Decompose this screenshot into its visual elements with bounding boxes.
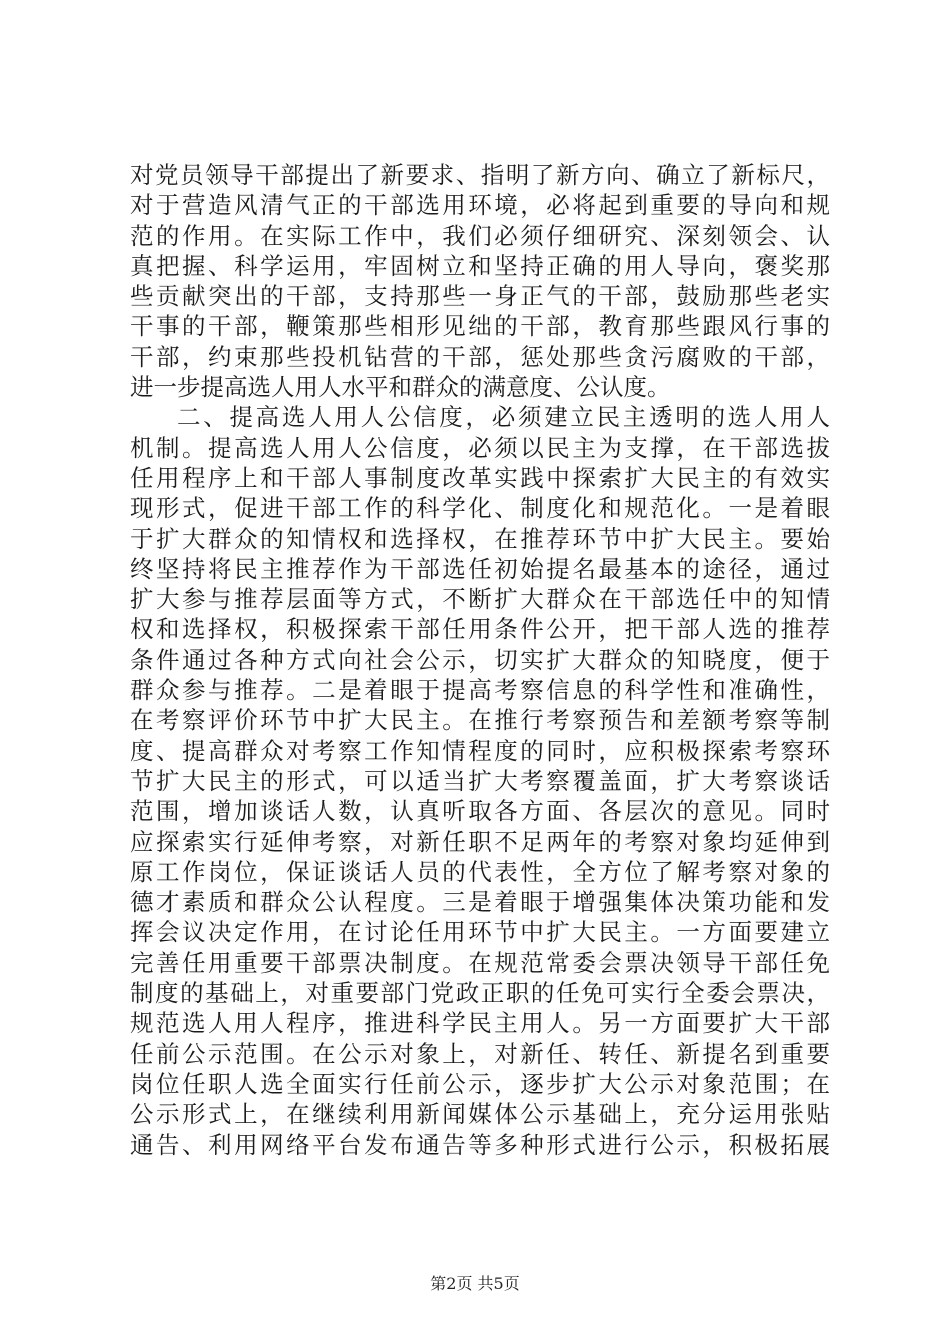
text-line: 通告、利用网络平台发布通告等多种形式进行公示，积极拓展 <box>130 1130 830 1159</box>
text-line: 些贡献突出的干部，支持那些一身正气的干部，鼓励那些老实 <box>130 282 830 311</box>
text-line: 进一步提高选人用人水平和群众的满意度、公认度。 <box>130 373 671 402</box>
text-line: 在考察评价环节中扩大民主。在推行考察预告和差额考察等制 <box>130 706 830 735</box>
text-line: 任前公示范围。在公示对象上，对新任、转任、新提名到重要 <box>130 1039 830 1068</box>
text-line: 真把握、科学运用，牢固树立和坚持正确的用人导向，褒奖那 <box>130 251 830 280</box>
text-line: 现形式，促进干部工作的科学化、制度化和规范化。一是着眼 <box>130 494 830 523</box>
text-line: 群众参与推荐。二是着眼于提高考察信息的科学性和准确性， <box>130 676 830 705</box>
text-line: 挥会议决定作用，在讨论任用环节中扩大民主。一方面要建立 <box>130 918 830 947</box>
text-line: 制度的基础上，对重要部门党政正职的任免可实行全委会票决， <box>130 979 830 1008</box>
text-line: 节扩大民主的形式，可以适当扩大考察覆盖面，扩大考察谈话 <box>130 766 830 795</box>
body-text <box>130 160 830 1160</box>
text-line: 二、提高选人用人公信度，必须建立民主透明的选人用人 <box>177 403 830 432</box>
text-line: 于扩大群众的知情权和选择权，在推荐环节中扩大民主。要始 <box>130 524 830 553</box>
text-line: 对党员领导干部提出了新要求、指明了新方向、确立了新标尺， <box>130 161 830 189</box>
text-line: 干事的干部，鞭策那些相形见绌的干部，教育那些跟风行事的 <box>130 312 830 341</box>
text-line: 德才素质和群众公认程度。三是着眼于增强集体决策功能和发 <box>130 888 830 917</box>
text-line: 应探索实行延伸考察，对新任职不足两年的考察对象均延伸到 <box>130 827 830 856</box>
text-line: 规范选人用人程序，推进科学民主用人。另一方面要扩大干部 <box>130 1009 830 1038</box>
text-line: 干部，约束那些投机钻营的干部，惩处那些贪污腐败的干部， <box>130 342 830 371</box>
text-line: 原工作岗位，保证谈话人员的代表性，全方位了解考察对象的 <box>130 857 830 886</box>
text-line: 度、提高群众对考察工作知情程度的同时，应积极探索考察环 <box>130 736 830 765</box>
text-line: 权和选择权，积极探索干部任用条件公开，把干部人选的推荐 <box>130 615 830 644</box>
text-line: 扩大参与推荐层面等方式，不断扩大群众在干部选任中的知情 <box>130 585 830 614</box>
text-line: 终坚持将民主推荐作为干部选任初始提名最基本的途径，通过 <box>130 554 830 583</box>
page-number: 第2页 共5页 <box>430 1274 520 1293</box>
text-line: 任用程序上和干部人事制度改革实践中探索扩大民主的有效实 <box>130 463 830 492</box>
text-line: 机制。提高选人用人公信度，必须以民主为支撑，在干部选拔 <box>130 433 830 462</box>
text-line: 公示形式上，在继续利用新闻媒体公示基础上，充分运用张贴 <box>130 1100 830 1129</box>
text-line: 范围，增加谈话人数，认真听取各方面、各层次的意见。同时 <box>130 797 830 826</box>
text-line: 对于营造风清气正的干部选用环境，必将起到重要的导向和规 <box>130 191 830 220</box>
text-line: 岗位任职人选全面实行任前公示，逐步扩大公示对象范围；在 <box>130 1069 830 1098</box>
text-line: 完善任用重要干部票决制度。在规范常委会票决领导干部任免 <box>130 948 830 977</box>
text-line: 条件通过各种方式向社会公示，切实扩大群众的知晓度，便于 <box>130 645 830 674</box>
text-line: 范的作用。在实际工作中，我们必须仔细研究、深刻领会、认 <box>130 221 830 250</box>
